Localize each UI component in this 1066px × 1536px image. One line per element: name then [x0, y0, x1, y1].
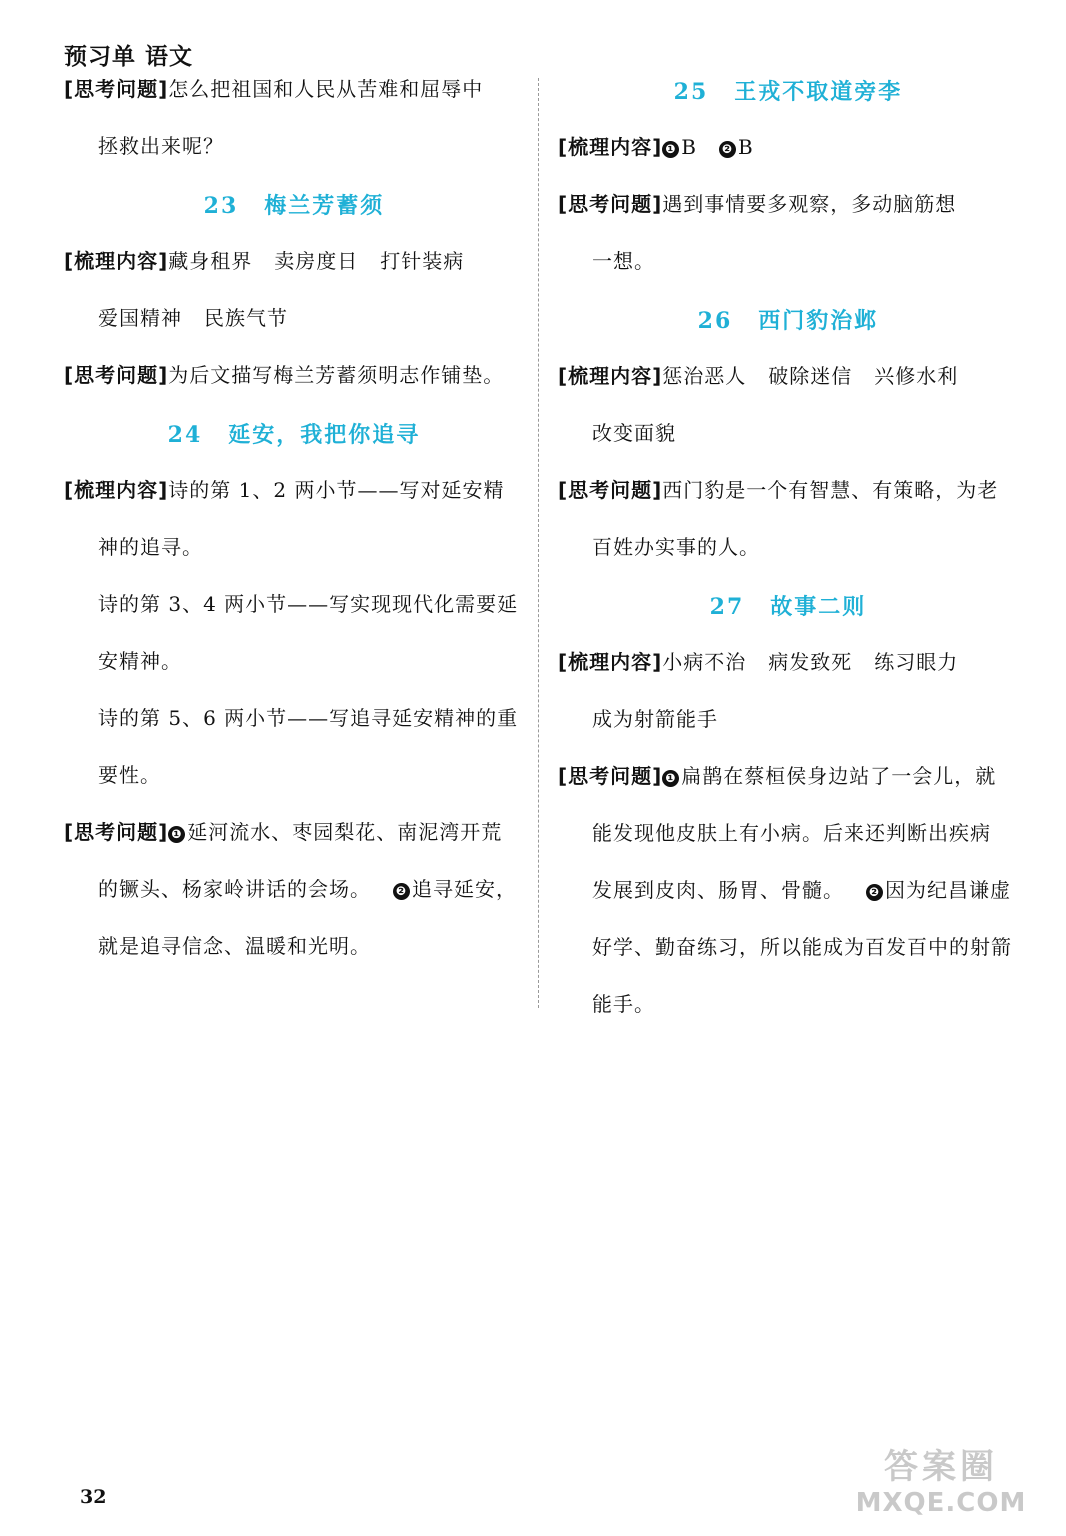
lesson-27-title	[558, 585, 1018, 643]
l27-think-line-3	[558, 871, 1018, 928]
l24-sort-line-6: 要性。	[98, 763, 161, 787]
lesson-number: 23	[203, 193, 239, 219]
number-one-icon: ❶	[168, 826, 185, 843]
l23-sort-line-1	[64, 242, 524, 299]
column-divider	[538, 78, 539, 1008]
sort-item: 病发致死	[768, 650, 853, 674]
l23-sort-line-2	[64, 299, 524, 356]
sort-text: 诗的第 1、2 两小节——写对延安精	[168, 478, 505, 502]
sort-label: [梳理内容]	[558, 364, 663, 388]
lesson-number: 27	[709, 594, 745, 620]
l24-sort-line-5: 诗的第 5、6 两小节——写追寻延安精神的重	[98, 706, 519, 730]
l24-think-line-3: 就是追寻信念、温暖和光明。	[98, 934, 371, 958]
intro-text-2: 拯救出来呢？	[98, 134, 224, 158]
l23-think-line	[64, 356, 524, 413]
think-text: 西门豹是一个有智慧、有策略，为老	[662, 478, 999, 502]
number-two-icon: ❷	[866, 884, 883, 901]
answer: B	[737, 135, 754, 159]
think-text: 扁鹊在蔡桓侯身边站了一会儿，就	[681, 764, 997, 788]
lesson-name: 延安，我把你追寻	[228, 423, 421, 448]
sort-item: 卖房度日	[274, 249, 359, 273]
sort-item: 小病不治	[662, 650, 747, 674]
think-text: 遇到事情要多观察，多动脑筋想	[662, 192, 957, 216]
l27-sort-line-1	[558, 643, 1018, 700]
sort-item: 民族气节	[204, 306, 288, 330]
think-label: [思考问题]	[558, 478, 663, 502]
think-label: [思考问题]	[558, 192, 663, 216]
sort-item: 兴修水利	[874, 364, 959, 388]
intro-text-1: 怎么把祖国和人民从苦难和屈辱中	[168, 77, 484, 101]
sort-item: 练习眼力	[874, 650, 959, 674]
lesson-25-title	[558, 70, 1018, 128]
l27-think-line-5: 能手。	[592, 992, 655, 1016]
l27-think-line-1	[558, 757, 1018, 814]
l24-sort-line-2: 神的追寻。	[98, 535, 203, 559]
l26-sort-line-1	[558, 357, 1018, 414]
sort-label: [梳理内容]	[558, 135, 663, 159]
think-text: 发展到皮肉、肠胃、骨髓。	[592, 878, 844, 902]
sort-item: 爱国精神	[98, 306, 182, 330]
l25-sort-line	[558, 128, 1018, 185]
l26-think-line-1	[558, 471, 1018, 528]
sort-item: 惩治恶人	[662, 364, 747, 388]
number-one-icon: ❶	[662, 770, 679, 787]
lesson-number: 26	[697, 308, 733, 334]
watermark-bottom: MXQE.COM	[855, 1488, 1027, 1518]
lesson-name: 梅兰芳蓄须	[264, 194, 385, 219]
page-number: 32	[80, 1486, 107, 1508]
think-text: 为后文描写梅兰芳蓄须明志作铺垫。	[168, 363, 505, 387]
number-one-icon: ❶	[662, 141, 679, 158]
sort-item: 破除迷信	[768, 364, 853, 388]
answer: B	[681, 135, 697, 159]
lesson-23-title	[64, 184, 524, 242]
l27-think-line-2: 能发现他皮肤上有小病。后来还判断出疾病	[592, 821, 991, 845]
lesson-number: 24	[167, 422, 203, 448]
watermark-logo	[846, 1446, 1036, 1526]
l27-sort-line-2: 成为射箭能手	[592, 707, 718, 731]
lesson-name: 故事二则	[770, 595, 867, 620]
right-column	[558, 70, 1018, 1042]
think-label: [思考问题]	[64, 820, 169, 844]
sort-label: [梳理内容]	[558, 650, 663, 674]
sort-label: [梳理内容]	[64, 249, 169, 273]
think-text: 追寻延安，	[412, 877, 517, 901]
lesson-name: 西门豹治邺	[758, 309, 879, 334]
number-two-icon: ❷	[719, 141, 736, 158]
think-text: 因为纪昌谦虚	[885, 878, 1011, 902]
l24-think-line-1	[64, 813, 524, 870]
l27-think-line-4: 好学、勤奋练习，所以能成为百发百中的射箭	[592, 935, 1012, 959]
l26-think-line-2: 百姓办实事的人。	[592, 535, 760, 559]
l25-think-line-1	[558, 185, 1018, 242]
page-header: 预习单 语文	[64, 44, 194, 70]
think-label: [思考问题]	[64, 77, 169, 101]
lesson-26-title	[558, 299, 1018, 357]
l24-sort-line-1	[64, 471, 524, 528]
think-label: [思考问题]	[64, 363, 169, 387]
l24-sort-line-3: 诗的第 3、4 两小节——写实现现代化需要延	[98, 592, 519, 616]
number-two-icon: ❷	[393, 883, 410, 900]
lesson-24-title	[64, 413, 524, 471]
watermark-top: 答案圈	[884, 1447, 998, 1487]
l26-sort-line-2: 改变面貌	[592, 421, 676, 445]
l25-think-line-2: 一想。	[592, 249, 655, 273]
sort-item: 藏身租界	[168, 249, 253, 273]
think-text: 的镢头、杨家岭讲话的会场。	[98, 877, 371, 901]
think-text: 延河流水、枣园梨花、南泥湾开荒	[187, 820, 503, 844]
think-label: [思考问题]	[558, 764, 663, 788]
intro-think-line	[64, 70, 524, 127]
l24-sort-line-4: 安精神。	[98, 649, 182, 673]
left-column	[64, 70, 524, 984]
lesson-name: 王戎不取道旁李	[734, 80, 903, 105]
sort-label: [梳理内容]	[64, 478, 169, 502]
sort-item: 打针装病	[380, 249, 465, 273]
l24-think-line-2	[64, 870, 524, 927]
lesson-number: 25	[673, 79, 709, 105]
